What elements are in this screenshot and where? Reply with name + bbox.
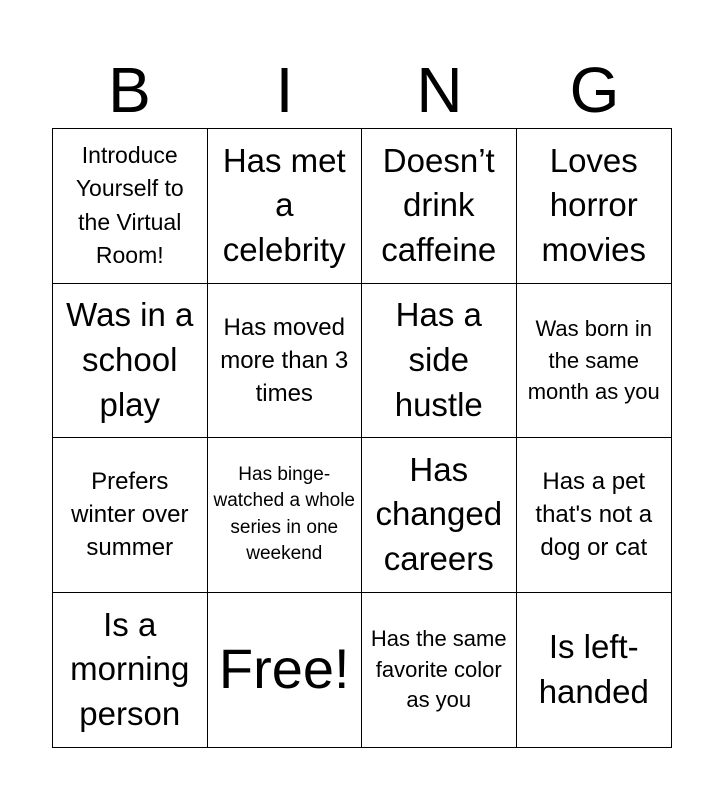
bingo-cell-r3c3: Has changed careers [362, 438, 517, 593]
header-letter-g: G [569, 54, 620, 126]
header-letter-b: B [108, 54, 151, 126]
bingo-cell-r4c4: Is left-handed [538, 628, 649, 710]
bingo-cell-r4c1: Is a morning person [53, 593, 208, 748]
bingo-cell-r1c3: Doesn’t drink caffeine [362, 129, 517, 284]
bingo-cell-r3c1: Prefers winter over summer [53, 438, 208, 593]
bingo-cell-r2c1: Was in a school play [53, 284, 208, 439]
header-letter-n: N [416, 54, 463, 126]
bingo-cell-r3c2: Has binge-watched a whole series in one weekend [208, 438, 363, 593]
bingo-cell-r2c3: Has a side hustle [362, 284, 517, 439]
bingo-cell-free: Free! [208, 593, 363, 748]
bingo-header [52, 52, 672, 128]
bingo-cell-r4c3: Has the same favorite color as you [362, 593, 517, 748]
header-letter-i: I [275, 54, 294, 126]
bingo-cell-r2c4: Was born in the same month as you [517, 284, 672, 439]
bingo-cell-r2c2: Has moved more than 3 times [208, 284, 363, 439]
bingo-cell-r1c1: Introduce Yourself to the Virtual Room! [53, 129, 208, 284]
bingo-cell-r1c2: Has met a celebrity [208, 129, 363, 284]
bingo-cell-r1c4: Loves horror movies [517, 129, 672, 284]
bingo-cell-r3c4: Has a pet that's not a dog or cat [517, 438, 672, 593]
bingo-grid [52, 128, 672, 748]
